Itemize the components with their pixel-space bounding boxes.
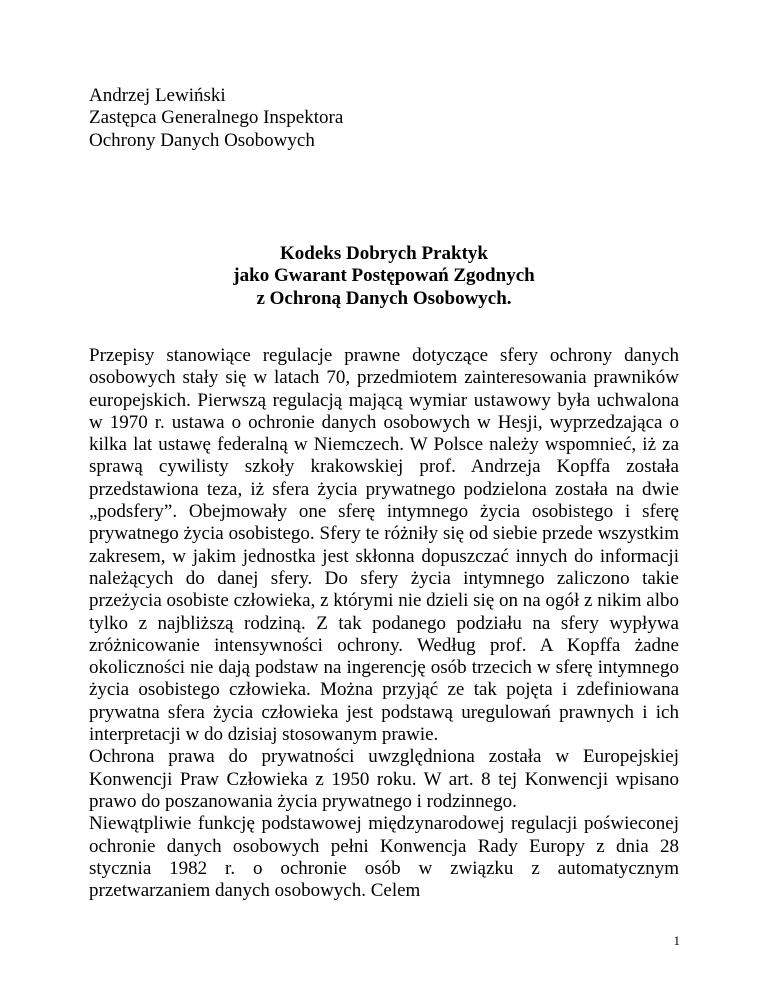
author-block: [89, 85, 489, 152]
body-paragraph-1: Przepisy stanowiące regulacje prawne dotyczące sfery ochrony danych osobowych stały się w latach 70, przedmiotem zainteresowania prawników europejskich. Pierwszą regulacją mającą wymiar ustawowy była uchwalona w 1970 r. ustawa o ochronie danych osobowych w Hesji, wyprzedzająca o kilka lat ustawę federalną w Niemczech. W Polsce należy wspomnieć, iż za sprawą cywilisty szkoły krakowskiej prof. Andrzeja Kopffa została przedstawiona teza, iż sfera życia prywatnego podzielona została na dwie „podsfery”. Obejmowały one sferę intymnego życia osobistego i sferę prywatnego życia osobistego. Sfery te różniły się od siebie przede wszystkim zakresem, w jakim jednostka jest skłonna dopuszczać innych do informacji należących do danej sfery. Do sfery życia intymnego zaliczono takie przeżycia osobiste człowieka, z którymi nie dzieli się on na ogół z nikim albo tylko z najbliższą rodziną. Z tak podanego podziału na sfery wypływa zróżnicowanie intensywności ochrony. Według prof. A Kopffa żadne okoliczności nie dają podstaw na ingerencję osób trzecich w sferę intymnego życia osobistego człowieka. Można przyjąć ze tak pojęta i zdefiniowana prywatna sfera życia człowieka jest podstawą uregulowań prawnych i ich interpretacji w do dzisiaj stosowanym prawie.: [89, 345, 679, 746]
title-line-3: z Ochroną Danych Osobowych.: [256, 287, 512, 309]
document-title: [89, 243, 679, 310]
body-paragraph-2: Ochrona prawa do prywatności uwzględniona została w Europejskiej Konwencji Praw Człowieka z 1950 roku. W art. 8 tej Konwencji wpisano prawo do poszanowania życia prywatnego i rodzinnego.: [89, 746, 679, 812]
author-position-line-1: Zastępca Generalnego Inspektora: [89, 107, 344, 129]
page-number: 1: [673, 933, 680, 948]
author-position-line-2: Ochrony Danych Osobowych: [89, 129, 315, 151]
body-paragraph-3: Niewątpliwie funkcję podstawowej międzynarodowej regulacji poświeconej ochronie danych osobowych pełni Konwencja Rady Europy z dnia 28 stycznia 1982 r. o ochronie osób w związku z automatycznym przetwarzaniem danych osobowych. Celem: [89, 813, 679, 902]
document-body: [89, 345, 679, 902]
title-line-2: jako Gwarant Postępowań Zgodnych: [233, 265, 535, 287]
author-name: Andrzej Lewiński: [89, 85, 226, 106]
title-line-1: Kodeks Dobrych Praktyk: [280, 243, 488, 264]
